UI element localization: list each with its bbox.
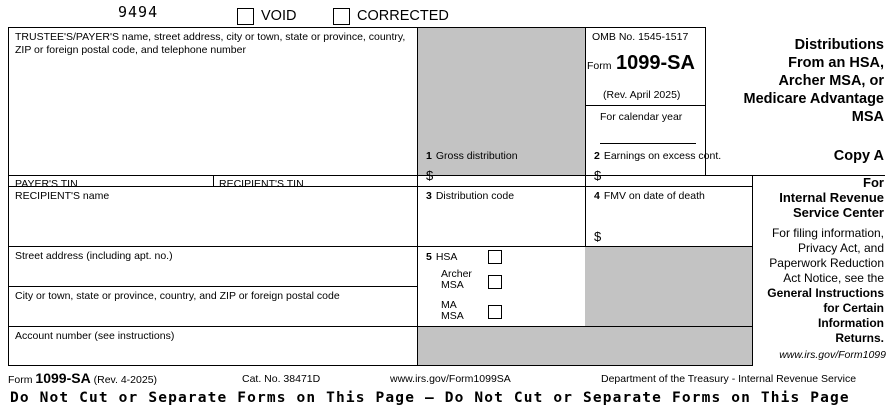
box3-label bbox=[426, 190, 514, 202]
box3-number: 3 bbox=[426, 190, 432, 202]
payer-tin-label: PAYER'S TIN bbox=[15, 178, 78, 190]
footer-form-name bbox=[8, 370, 157, 386]
footer-form-word: Form bbox=[8, 374, 33, 386]
form-title-line2: From an HSA, bbox=[788, 55, 884, 71]
omb-number: OMB No. 1545-1517 bbox=[592, 31, 689, 43]
form-title-line3: Archer MSA, or bbox=[778, 73, 884, 89]
payer-block-label: TRUSTEE'S/PAYER'S name, street address, city or town, state or province, country, ZIP or foreign postal code, and telephone number bbox=[15, 31, 406, 56]
street-address-label: Street address (including apt. no.) bbox=[15, 250, 173, 262]
box1-dollar: $ bbox=[426, 168, 434, 183]
box1-text: Gross distribution bbox=[435, 150, 518, 162]
archer-msa-checkbox[interactable] bbox=[488, 275, 502, 289]
account-number-label: Account number (see instructions) bbox=[15, 330, 175, 342]
box4-dollar: $ bbox=[594, 229, 602, 244]
form-title-line4: Medicare Advantage bbox=[743, 91, 884, 107]
omb-form-word: Form bbox=[587, 60, 612, 72]
footer-form-number: 1099-SA bbox=[35, 370, 91, 386]
form-title bbox=[744, 36, 884, 126]
box2-text: Earnings on excess cont. bbox=[603, 150, 722, 162]
copy-info-1: For filing information, bbox=[771, 226, 884, 240]
archer-line1: Archer bbox=[441, 268, 472, 280]
form-code: 9494 bbox=[118, 3, 159, 21]
copy-irs-line: Internal Revenue bbox=[779, 190, 884, 205]
footer-url: www.irs.gov/Form1099SA bbox=[390, 373, 511, 385]
copy-center-line: Service Center bbox=[792, 205, 884, 220]
copy-info-5: General Instructions bbox=[767, 286, 884, 300]
copy-info-8: Returns. bbox=[835, 331, 884, 345]
void-label: VOID bbox=[261, 8, 297, 24]
void-checkbox[interactable] bbox=[237, 8, 254, 25]
omb-form-name bbox=[587, 52, 695, 75]
form-title-line1: Distributions bbox=[794, 37, 884, 53]
omb-rev: (Rev. April 2025) bbox=[603, 89, 681, 101]
copy-for-line: For bbox=[863, 175, 884, 190]
recipient-tin-label: RECIPIENT'S TIN bbox=[219, 178, 304, 190]
box5-label bbox=[426, 251, 457, 263]
box4-text: FMV on date of death bbox=[603, 190, 705, 202]
box1-number: 1 bbox=[426, 150, 432, 162]
copy-info-2: Privacy Act, and bbox=[797, 241, 884, 255]
box3-text: Distribution code bbox=[435, 190, 515, 202]
calendar-year-label: For calendar year bbox=[600, 111, 683, 123]
city-label: City or town, state or province, country, and ZIP or foreign postal code bbox=[15, 290, 340, 302]
box5-ma-label bbox=[441, 300, 464, 322]
box2-label bbox=[594, 150, 721, 162]
corrected-label: CORRECTED bbox=[357, 8, 449, 24]
archer-line2: MSA bbox=[441, 279, 464, 291]
copy-a-title: Copy A bbox=[833, 148, 884, 164]
copy-a-info bbox=[767, 226, 884, 346]
recipient-name-label: RECIPIENT'S name bbox=[15, 190, 110, 202]
corrected-checkbox[interactable] bbox=[333, 8, 350, 25]
box2-dollar: $ bbox=[594, 168, 602, 183]
box1-label bbox=[426, 150, 518, 162]
ma-line2: MSA bbox=[441, 310, 464, 322]
ma-line1: MA bbox=[441, 299, 457, 311]
copy-a-for bbox=[779, 175, 884, 220]
copy-a-website: www.irs.gov/Form1099 bbox=[779, 349, 886, 361]
ma-msa-checkbox[interactable] bbox=[488, 305, 502, 319]
copy-info-6: for Certain bbox=[823, 301, 884, 315]
shaded-area-right bbox=[585, 246, 752, 326]
copy-info-7: Information bbox=[818, 316, 884, 330]
payer-block-field[interactable] bbox=[9, 58, 416, 174]
omb-form-number: 1099-SA bbox=[615, 52, 695, 74]
box4-number: 4 bbox=[594, 190, 600, 202]
box4-label bbox=[594, 190, 705, 202]
footer-dept: Department of the Treasury - Internal Revenue Service bbox=[601, 373, 857, 385]
footer-rev: (Rev. 4-2025) bbox=[93, 374, 158, 386]
box5-number: 5 bbox=[426, 251, 432, 263]
hsa-checkbox[interactable] bbox=[488, 250, 502, 264]
box5-archer-label bbox=[441, 269, 472, 291]
recipient-name-field[interactable] bbox=[9, 203, 416, 245]
footer-cat-no: Cat. No. 38471D bbox=[242, 373, 321, 385]
box5-hsa-label: HSA bbox=[435, 251, 458, 263]
box2-number: 2 bbox=[594, 150, 600, 162]
copy-info-3: Paperwork Reduction bbox=[769, 256, 884, 270]
do-not-cut-notice: Do Not Cut or Separate Forms on This Page — Do Not Cut or Separate Forms on This Page bbox=[10, 390, 850, 406]
copy-info-4: Act Notice, see the bbox=[783, 271, 884, 285]
shaded-area-bottom bbox=[417, 326, 752, 365]
form-title-line5: MSA bbox=[851, 109, 884, 125]
